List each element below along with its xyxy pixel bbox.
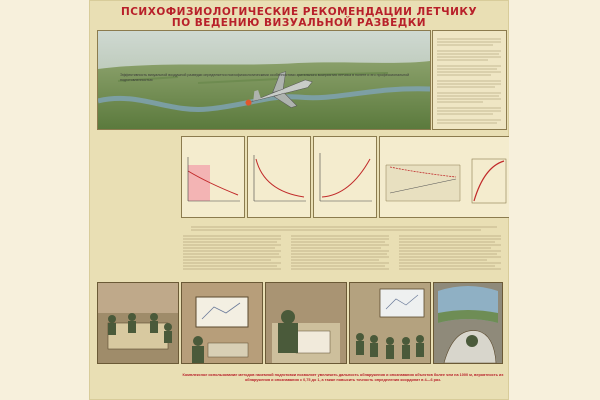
recommendations-text-block: [181, 223, 505, 285]
recommendations-text-lines: [181, 223, 505, 281]
poster-title-line2: ПО ВЕДЕНИЮ ВИЗУАЛЬНОЙ РАЗВЕДКИ: [171, 17, 427, 29]
pilot-study-image: [266, 283, 346, 363]
chart-panel-1: [181, 136, 245, 218]
poster-sheet: [89, 0, 509, 400]
illustration-briefing: [97, 282, 179, 364]
cockpit-simulator-image: [434, 283, 502, 363]
illustration-cockpit: [433, 282, 503, 364]
right-text-lines: [433, 31, 506, 129]
briefing-room-image: [98, 283, 178, 363]
chart-panel-4: [379, 136, 509, 218]
illustration-study: [265, 282, 347, 364]
chart-panel-2: [247, 136, 311, 218]
chart-4: [380, 137, 509, 217]
illustration-classroom: [349, 282, 431, 364]
poster-title-line1: ПСИХОФИЗИОЛОГИЧЕСКИЕ РЕКОМЕНДАЦИИ ЛЕТЧИКУ: [120, 6, 478, 18]
hero-caption: Эффективность визуальной воздушной разведки определяется психофизиологическими особенностями зрительного восприятия летчика в полете и его профессиональной подготовленностью: [120, 73, 410, 82]
right-text-column: [432, 30, 507, 130]
illustration-simulator: [181, 282, 263, 364]
simulator-screen-image: [182, 283, 262, 363]
chart-1: [182, 137, 244, 217]
chart-panel-3: [313, 136, 377, 218]
poster-footer-note: Комплексное использование методов наземной подготовки позволяет увеличить дальность обнаружения и опознавания объектов более чем на 1000 м, вероятность их обнаружения и опознавания с 0,75 до 1, а также повысить точность определения координат в 4—6 раз.: [182, 373, 504, 382]
chart-2: [248, 137, 310, 217]
small-charts-row: [181, 136, 509, 218]
hero-illustration: [97, 30, 431, 130]
chart-3: [314, 137, 376, 217]
classroom-image: [350, 283, 430, 363]
